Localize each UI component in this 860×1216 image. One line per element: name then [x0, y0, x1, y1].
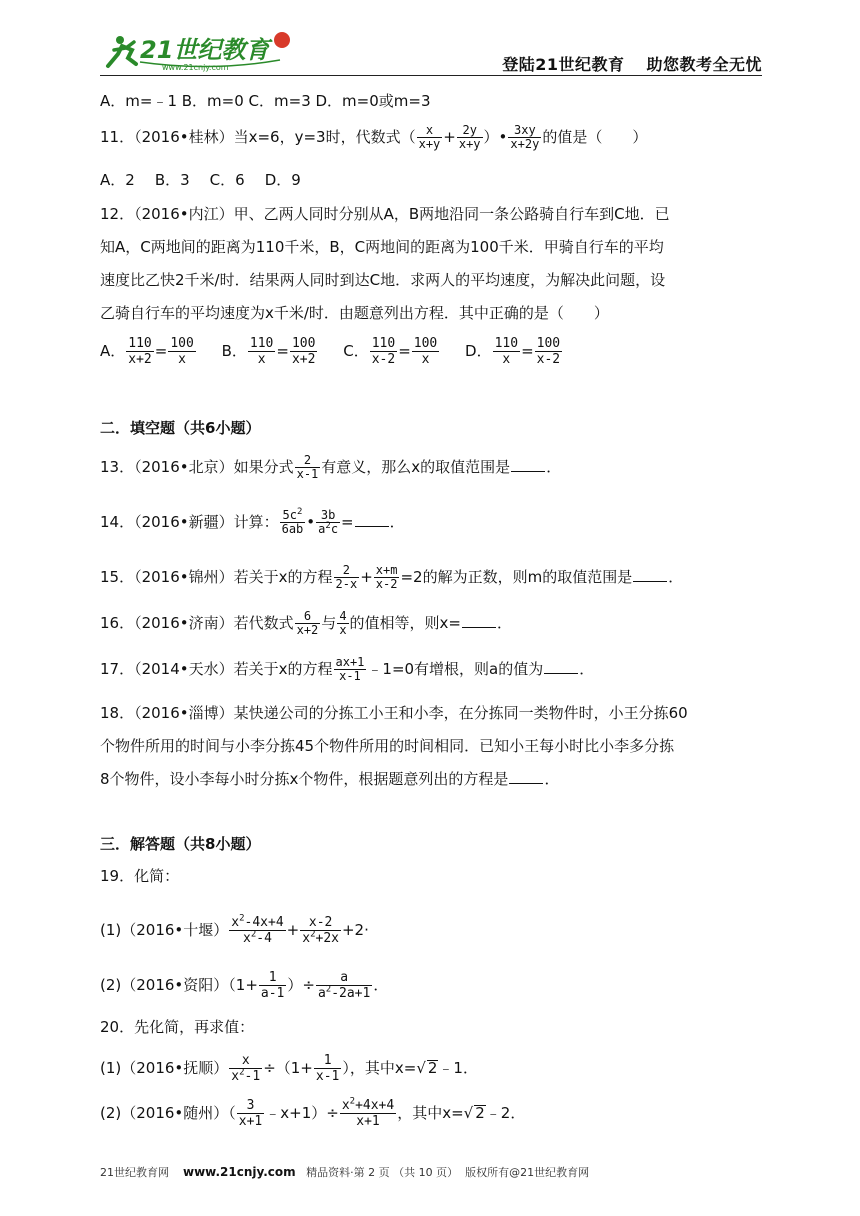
radical: 2 — [475, 1104, 485, 1122]
fraction: $\frac{x^2-4x+4}{x^2-4}$ — [231, 913, 284, 946]
fraction: $\frac{x}{x+y}$ — [418, 123, 441, 151]
fraction: $\frac{1}{a-1}$ — [260, 970, 285, 1001]
answer-blank — [509, 782, 543, 784]
fraction: $\frac{2y}{x+y}$ — [458, 123, 481, 151]
q12-line-2: 知A，C两地间的距离为110千米，B，C两地间的距离为100千米．甲骑自行车的平均 — [100, 238, 664, 256]
q12-line-1: 12．（2016•内江）甲、乙两人同时分别从A，B两地沿同一条公路骑自行车到C地．已 — [100, 205, 670, 223]
logo-21cnjy — [100, 28, 300, 74]
footer-page-info: 精品资料·第 2 页 （共 10 页） — [306, 1166, 459, 1179]
footer-url[interactable]: www.21cnjy.com — [183, 1165, 296, 1179]
answer-blank — [355, 525, 389, 527]
svg-text:www.21cnjy.com: www.21cnjy.com — [162, 63, 229, 72]
fraction: $\frac{ax+1}{x-1}$ — [335, 655, 365, 683]
fraction: $\frac{6}{x+2}$ — [296, 609, 319, 637]
fraction: $\frac{x}{x^2-1}$ — [231, 1053, 261, 1084]
q19-part-1: (1)（2016•十堰） $\frac{x^2-4x+4}{x^2-4}$ + $\frac{x-2}{x^2+2x}$ +2· — [100, 913, 369, 946]
footer-left: 21世纪教育网 — [100, 1166, 169, 1179]
q14: 14．（2016•新疆）计算： $\frac{5c^2}{6ab}$ • $\frac{3b}{a^2c}$ = ． — [100, 507, 405, 536]
fraction: $\frac{2}{x-1}$ — [296, 453, 319, 481]
q18-line-1: 18．（2016•淄博）某快递公司的分拣工小王和小李，在分拣同一类物件时，小王分拣60 — [100, 704, 688, 722]
fraction: $\frac{2}{2-x}$ — [335, 563, 358, 591]
answer-blank — [462, 626, 496, 628]
header-slogan — [480, 52, 762, 75]
fraction: $\frac{x+m}{x-2}$ — [375, 563, 398, 591]
q19-part-2: (2)（2016•资阳）（1+ $\frac{1}{a-1}$ ）÷ $\frac{a}{a^2-2a+1}$ ． — [100, 970, 389, 1001]
q13: 13．（2016•北京）如果分式 $\frac{2}{x-1}$ 有意义，那么x的取值范围是 ． — [100, 453, 562, 481]
header-slogan-left: 登陆21世纪教育 — [502, 55, 625, 74]
fraction: $\frac{3}{x+1}$ — [238, 1098, 263, 1129]
runner-icon — [108, 36, 136, 66]
q12-line-3: 速度比乙快2千米/时．结果两人同时到达C地．求两人的平均速度，为解决此问题，设 — [100, 271, 666, 289]
answer-blank — [633, 580, 667, 582]
footer-copyright: 版权所有@21世纪教育网 — [465, 1166, 590, 1179]
fraction: $\frac{3b}{a^2c}$ — [318, 508, 339, 536]
fraction: $\frac{x-2}{x^2+2x}$ — [302, 915, 339, 946]
fraction: $\frac{4}{x}$ — [339, 609, 347, 637]
fraction: $\frac{x^2+4x+4}{x+1}$ — [341, 1096, 395, 1129]
q11-options: A．2 B．3 C．6 D．9 — [100, 171, 301, 189]
fraction: $\frac{1}{x-1}$ — [315, 1053, 340, 1084]
q12-option-b: B． $\frac{110}{x}$ = $\frac{100}{x+2}$ — [221, 336, 316, 367]
q16: 16．（2016•济南）若代数式 $\frac{6}{x+2}$ 与 $\frac{4}{x}$ 的值相等，则x= ． — [100, 609, 513, 637]
q12-option-a: A． $\frac{110}{x+2}$ = $\frac{100}{x}$ — [100, 336, 194, 367]
q20-part-2: (2)（2016•随州）（ $\frac{3}{x+1}$ ﹣x+1）÷ $\frac{x^2+4x+4}{x+1}$ ，其中x=√ 2﹣2． — [100, 1096, 526, 1129]
fraction: $\frac{a}{a^2-2a+1}$ — [317, 970, 371, 1001]
q18-line-3: 8个物件，设小李每小时分拣x个物件，根据题意列出的方程是 ． — [100, 770, 560, 788]
answer-blank — [544, 672, 578, 674]
section-title-fill-blank: 二．填空题（共6小题） — [100, 419, 261, 437]
svg-text:21世纪教育: 21世纪教育 — [140, 36, 270, 64]
answer-blank — [511, 470, 545, 472]
q10-options: A．m=﹣1 B．m=0 C．m=3 D．m=0或m=3 — [100, 92, 431, 110]
q12-option-c: C． $\frac{110}{x-2}$ = $\frac{100}{x}$ — [343, 336, 438, 367]
header-slogan-right: 助您教考全无忧 — [646, 55, 762, 74]
q19-stem: 19．化简： — [100, 867, 180, 885]
fraction: $\frac{5c^2}{6ab}$ — [281, 507, 304, 536]
fraction: $\frac{3xy}{x+2y}$ — [510, 123, 540, 151]
page-header — [100, 28, 762, 76]
q11-stem: 11．（2016•桂林）当x=6，y=3时，代数式（ $\frac{x}{x+y}$ + $\frac{2y}{x+y}$ ）• $\frac{3xy}{x+2y}$ 的值是（ ） — [100, 123, 648, 151]
q12-line-4: 乙骑自行车的平均速度为x千米/时．由题意列出方程．其中正确的是（ ） — [100, 304, 609, 322]
page-footer — [100, 1164, 762, 1180]
q12-options — [100, 336, 583, 367]
header-divider — [100, 75, 762, 76]
q20-part-1: (1)（2016•抚顺） $\frac{x}{x^2-1}$ ÷（1+ $\frac{1}{x-1}$ ），其中x=√ 2﹣1． — [100, 1053, 478, 1084]
q12-option-d: D． $\frac{110}{x}$ = $\frac{100}{x-2}$ — [465, 336, 561, 367]
section-title-solve: 三．解答题（共8小题） — [100, 835, 261, 853]
q20-stem: 20．先化简，再求值： — [100, 1018, 255, 1036]
q18-line-2: 个物件所用的时间与小李分拣45个物件所用的时间相同．已知小王每小时比小李多分拣 — [100, 737, 675, 755]
radical: 2 — [427, 1059, 438, 1077]
q17: 17．（2014•天水）若关于x的方程 $\frac{ax+1}{x-1}$ ﹣1=0有增根，则a的值为 ． — [100, 655, 595, 683]
q15: 15．（2016•锦州）若关于x的方程 $\frac{2}{2-x}$ + $\frac{x+m}{x-2}$ =2的解为正数，则m的取值范围是 ． — [100, 563, 684, 591]
